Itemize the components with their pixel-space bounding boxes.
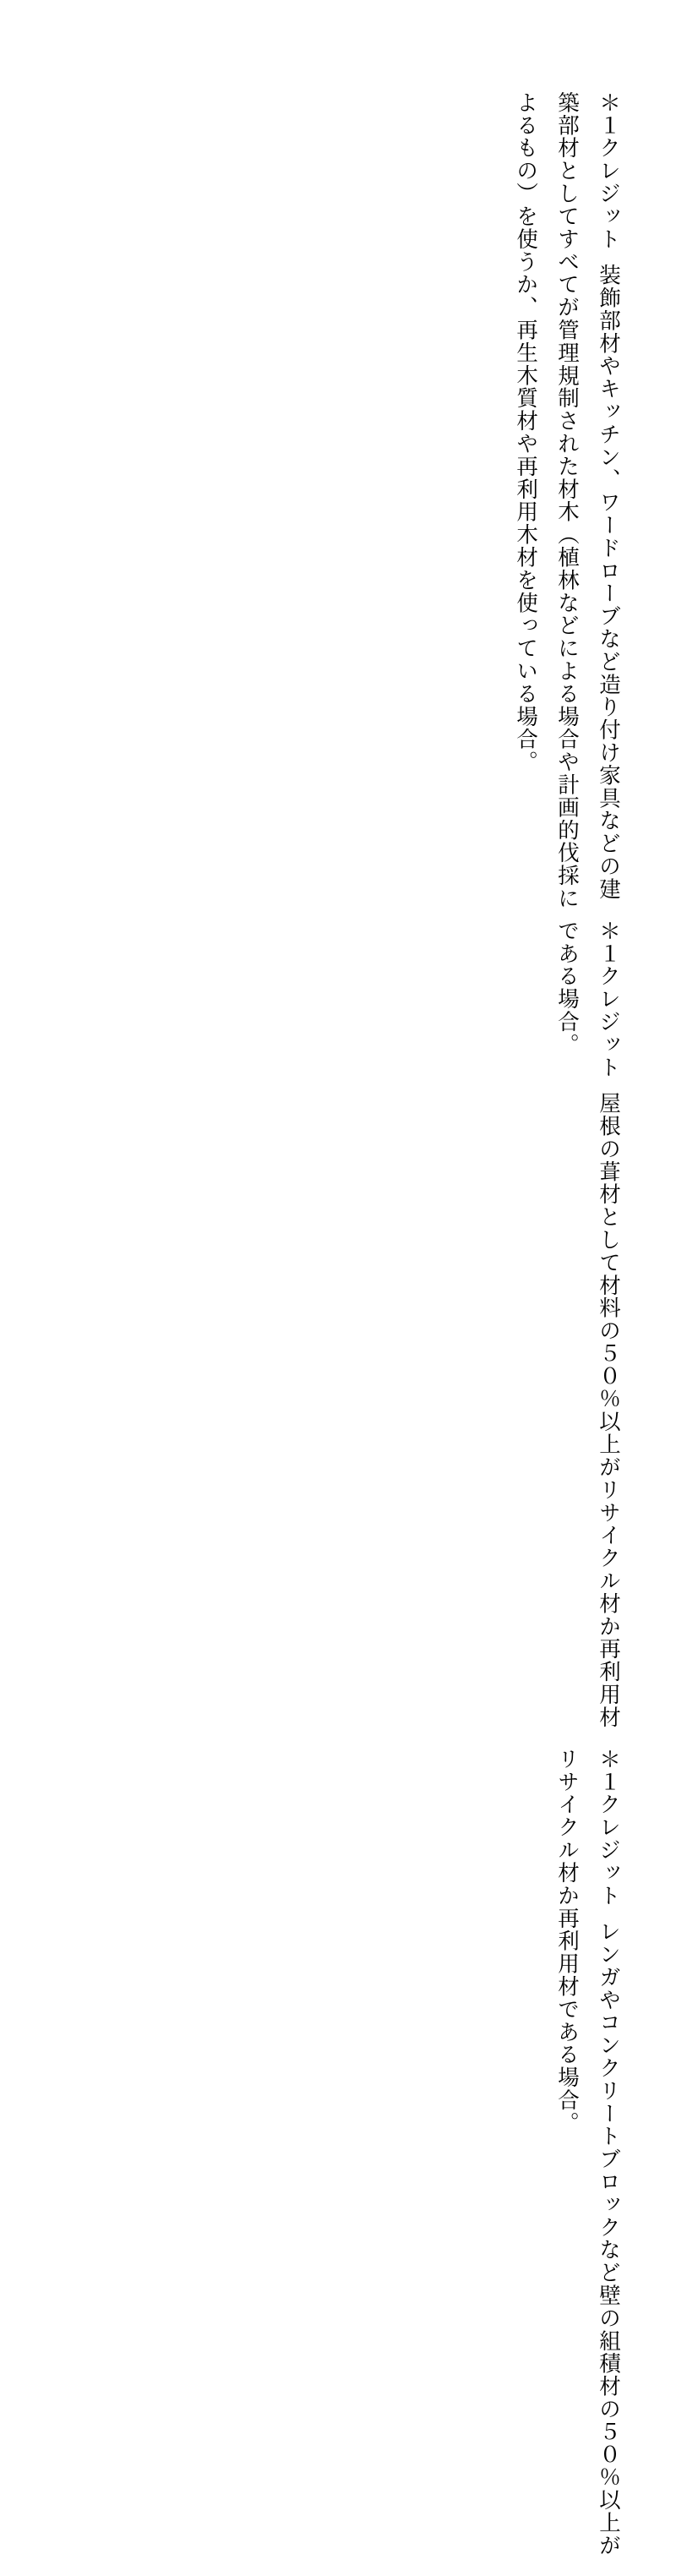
credit-entry-text <box>546 1748 629 2576</box>
credit-entry <box>546 920 629 1748</box>
credit-entry-text <box>504 91 629 920</box>
credit-marker: ＊１クレジット <box>596 91 621 251</box>
credit-body: 屋根の葺材として材料の５０％以上がリサイクル材か再利用材である場合。 <box>554 920 621 1729</box>
credit-body: レンガやコンクリートブロックなど壁の組積材の５０％以上がリサイクル材か再利用材である場合。 <box>554 1748 621 2557</box>
credit-entry-text <box>546 920 629 1748</box>
credit-entry <box>546 1748 629 2576</box>
credit-marker: ＊１クレジット <box>596 920 621 1079</box>
credit-entry <box>504 91 629 920</box>
vertical-text-body <box>37 91 629 2557</box>
credit-body: 装飾部材やキッチン、ワードローブなど造り付け家具などの建築部材としてすべてが管理規制された材木（植林などによる場合や計画的伐採によるもの）を使うか、再生木質材や再利用木材を使っている場合。 <box>513 91 621 910</box>
credit-marker: ＊１クレジット <box>596 1748 621 1907</box>
